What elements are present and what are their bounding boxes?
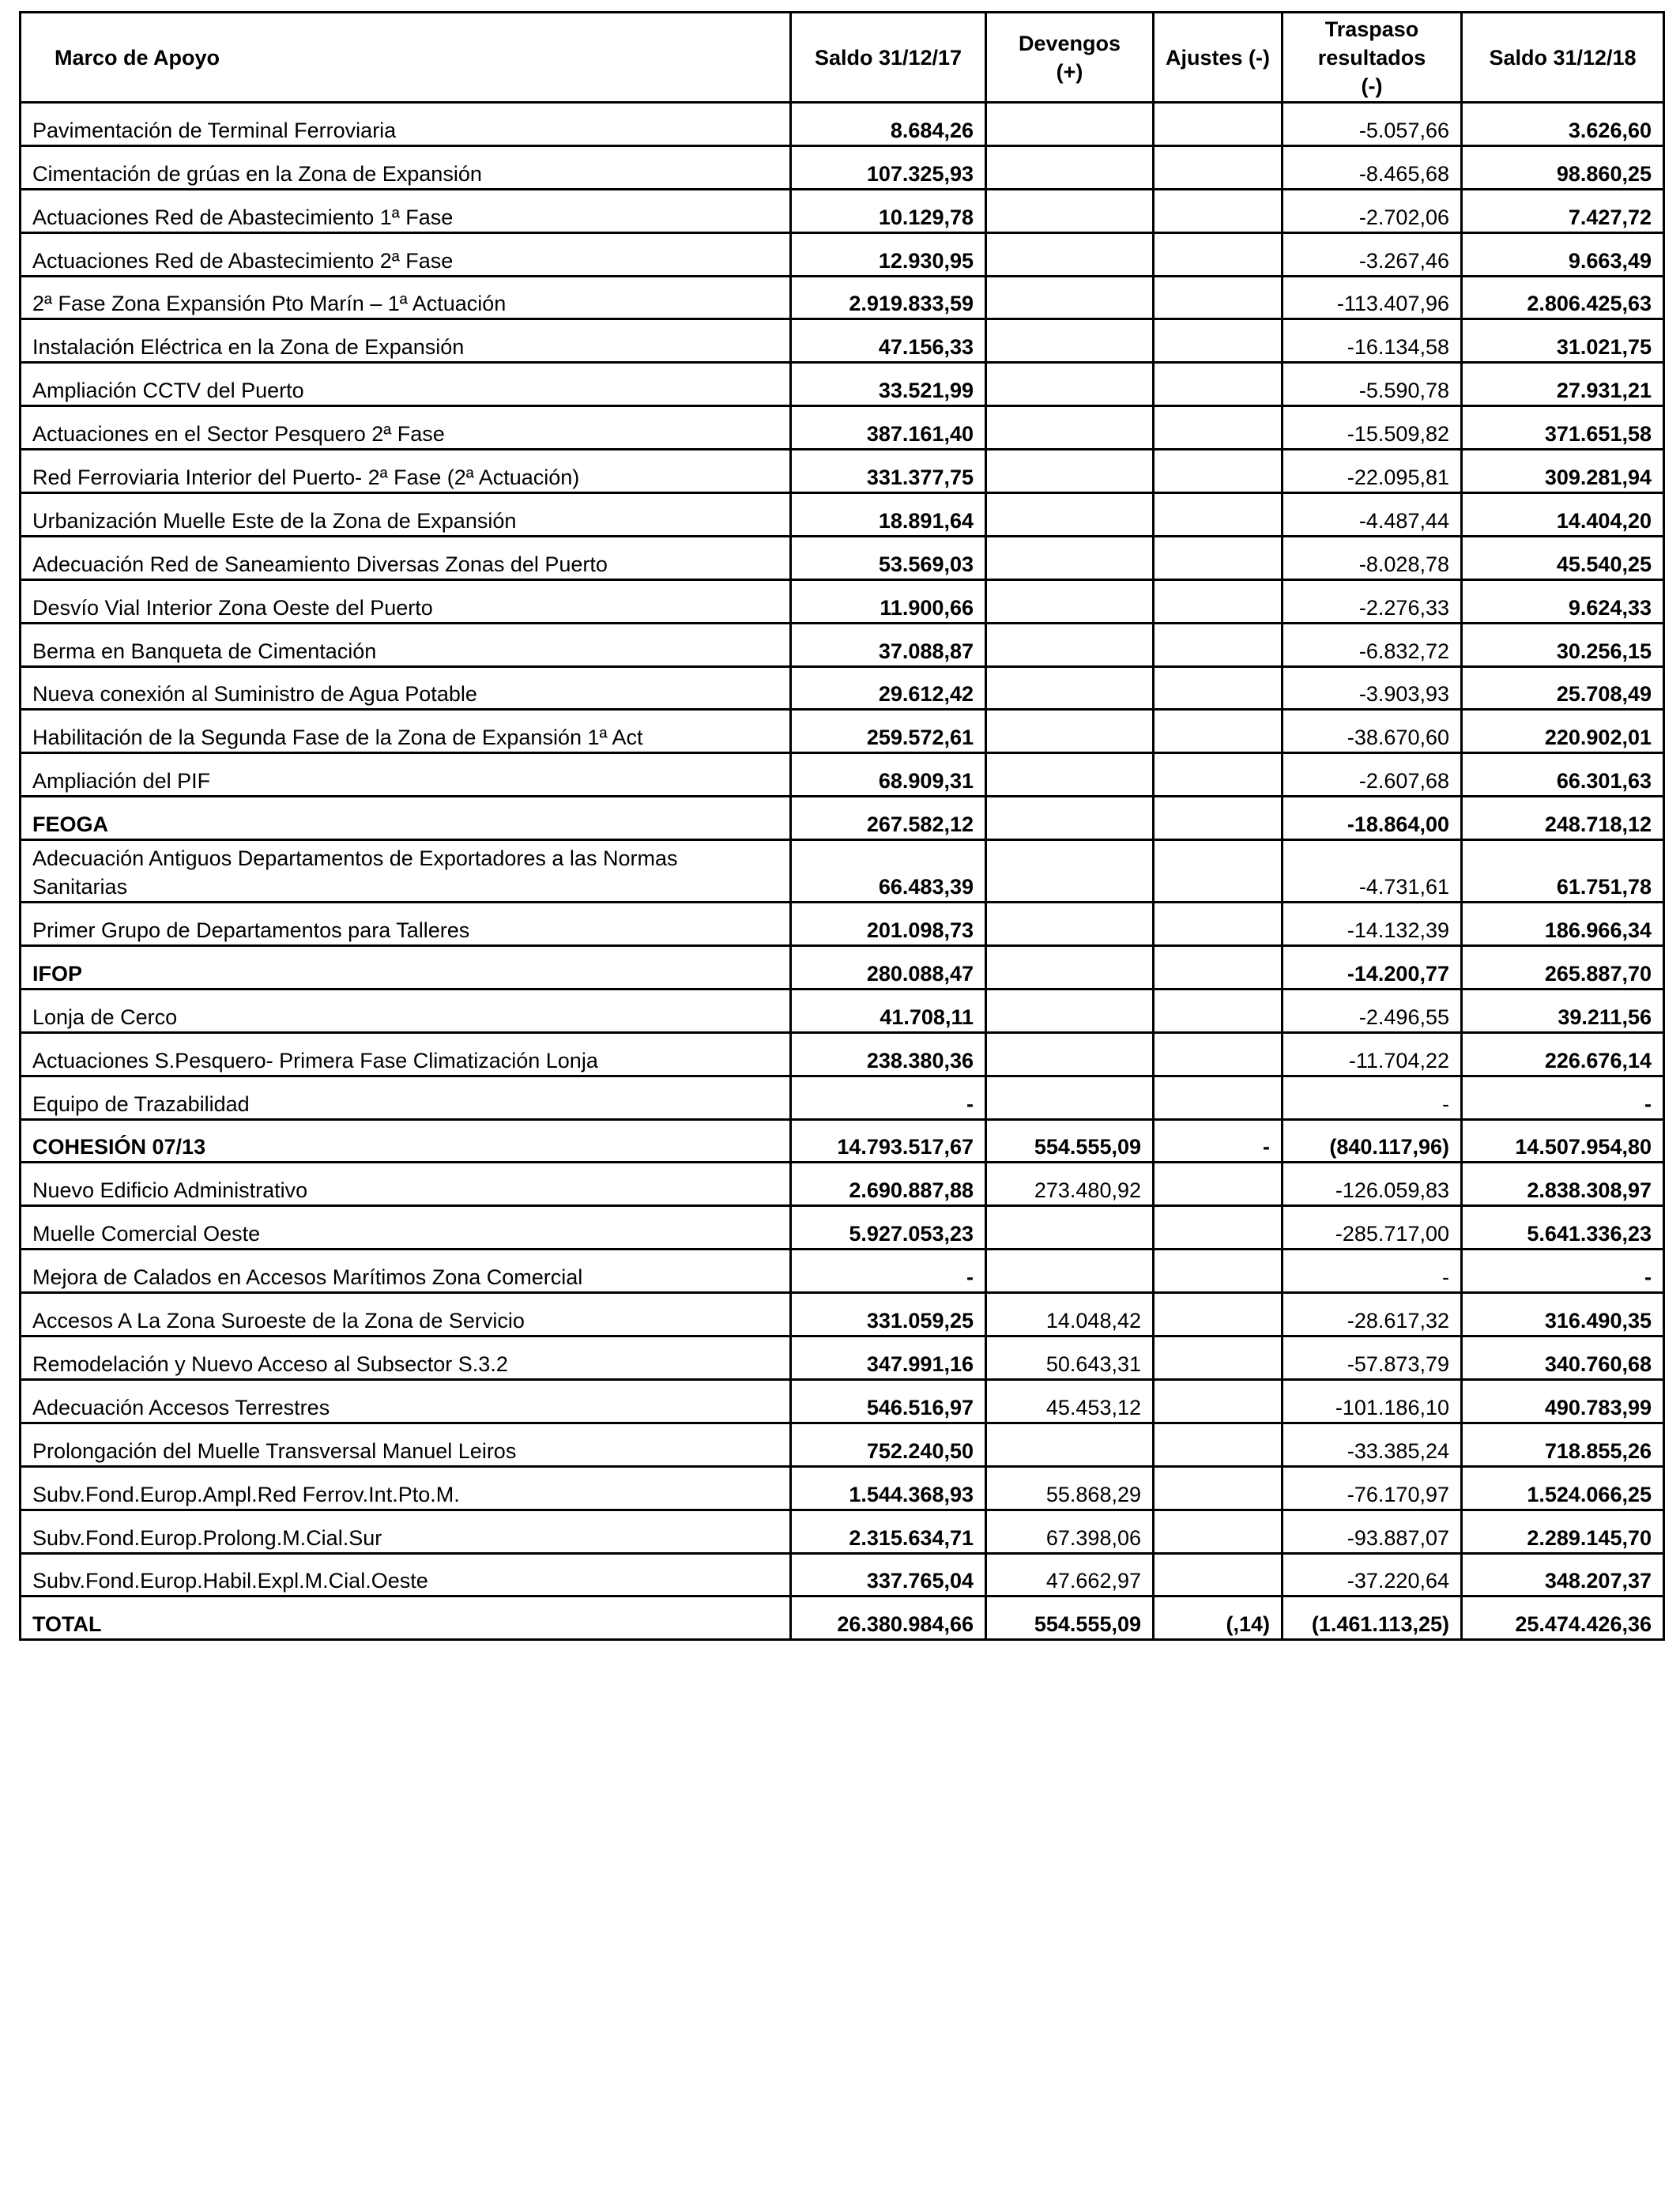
row-label: Urbanización Muelle Este de la Zona de Expansión (21, 493, 791, 537)
cell-saldo-31-12-18: 61.751,78 (1462, 840, 1664, 903)
cell-devengos (986, 103, 1154, 146)
cell-devengos (986, 579, 1154, 623)
row-label: Adecuación Red de Saneamiento Diversas Zonas del Puerto (21, 536, 791, 579)
cell-ajustes (1154, 1466, 1283, 1510)
cell-saldo-31-12-17: 2.919.833,59 (791, 276, 986, 319)
cell-saldo-31-12-17: 201.098,73 (791, 903, 986, 946)
cell-saldo-31-12-17: 267.582,12 (791, 797, 986, 840)
table-row (21, 363, 1664, 406)
cell-saldo-31-12-17: 12.930,95 (791, 232, 986, 276)
cell-ajustes (1154, 946, 1283, 990)
cell-saldo-31-12-17: 347.991,16 (791, 1336, 986, 1380)
cell-saldo-31-12-17: 752.240,50 (791, 1423, 986, 1466)
row-label: Nueva conexión al Suministro de Agua Potable (21, 666, 791, 710)
cell-devengos (986, 797, 1154, 840)
row-label: COHESIÓN 07/13 (21, 1119, 791, 1163)
cell-saldo-31-12-18: 5.641.336,23 (1462, 1206, 1664, 1250)
cell-saldo-31-12-17: 1.544.368,93 (791, 1466, 986, 1510)
row-label: Subv.Fond.Europ.Habil.Expl.M.Cial.Oeste (21, 1553, 791, 1596)
cell-devengos (986, 493, 1154, 537)
table-row (21, 710, 1664, 753)
cell-ajustes (1154, 1293, 1283, 1336)
cell-devengos (986, 232, 1154, 276)
row-label: Prolongación del Muelle Transversal Manuel Leiros (21, 1423, 791, 1466)
cell-ajustes (1154, 989, 1283, 1032)
cell-traspaso-resultados: -14.200,77 (1283, 946, 1462, 990)
cell-traspaso-resultados: -18.864,00 (1283, 797, 1462, 840)
table-row (21, 840, 1664, 903)
table-header-row (21, 13, 1664, 103)
row-label: Muelle Comercial Oeste (21, 1206, 791, 1250)
cell-saldo-31-12-18: 371.651,58 (1462, 406, 1664, 450)
cell-devengos: 50.643,31 (986, 1336, 1154, 1380)
cell-traspaso-resultados: -2.496,55 (1283, 989, 1462, 1032)
row-label: Actuaciones S.Pesquero- Primera Fase Climatización Lonja (21, 1032, 791, 1076)
header-saldo-31-12-18: Saldo 31/12/18 (1462, 13, 1664, 103)
table-row (21, 1553, 1664, 1596)
row-label: Mejora de Calados en Accesos Marítimos Zona Comercial (21, 1250, 791, 1293)
table-row (21, 1250, 1664, 1293)
cell-saldo-31-12-18: 14.507.954,80 (1462, 1119, 1664, 1163)
cell-devengos (986, 363, 1154, 406)
cell-ajustes (1154, 1423, 1283, 1466)
table-row (21, 493, 1664, 537)
cell-devengos (986, 276, 1154, 319)
cell-saldo-31-12-17: 26.380.984,66 (791, 1596, 986, 1640)
cell-saldo-31-12-17: 8.684,26 (791, 103, 986, 146)
cell-ajustes (1154, 797, 1283, 840)
cell-ajustes: - (1154, 1119, 1283, 1163)
section-row (21, 946, 1664, 990)
cell-saldo-31-12-17: 238.380,36 (791, 1032, 986, 1076)
cell-devengos: 47.662,97 (986, 1553, 1154, 1596)
cell-saldo-31-12-17: 2.315.634,71 (791, 1510, 986, 1553)
cell-saldo-31-12-18: 1.524.066,25 (1462, 1466, 1664, 1510)
cell-devengos (986, 1250, 1154, 1293)
table-row (21, 406, 1664, 450)
cell-devengos: 273.480,92 (986, 1163, 1154, 1206)
row-label: Ampliación del PIF (21, 753, 791, 797)
cell-traspaso-resultados: -285.717,00 (1283, 1206, 1462, 1250)
cell-ajustes (1154, 493, 1283, 537)
table-row (21, 232, 1664, 276)
cell-devengos (986, 1423, 1154, 1466)
marco-de-apoyo-table (19, 11, 1665, 1641)
cell-traspaso-resultados: -76.170,97 (1283, 1466, 1462, 1510)
cell-devengos: 55.868,29 (986, 1466, 1154, 1510)
cell-traspaso-resultados: -126.059,83 (1283, 1163, 1462, 1206)
row-label: Desvío Vial Interior Zona Oeste del Puerto (21, 579, 791, 623)
cell-saldo-31-12-17: 18.891,64 (791, 493, 986, 537)
cell-devengos (986, 145, 1154, 189)
cell-saldo-31-12-18: 27.931,21 (1462, 363, 1664, 406)
cell-traspaso-resultados: -113.407,96 (1283, 276, 1462, 319)
cell-ajustes (1154, 579, 1283, 623)
cell-traspaso-resultados: -5.590,78 (1283, 363, 1462, 406)
cell-saldo-31-12-18: 220.902,01 (1462, 710, 1664, 753)
cell-devengos: 67.398,06 (986, 1510, 1154, 1553)
cell-devengos (986, 753, 1154, 797)
row-label: Accesos A La Zona Suroeste de la Zona de Servicio (21, 1293, 791, 1336)
cell-saldo-31-12-17: 2.690.887,88 (791, 1163, 986, 1206)
cell-saldo-31-12-17: 546.516,97 (791, 1379, 986, 1423)
cell-ajustes (1154, 103, 1283, 146)
cell-ajustes (1154, 840, 1283, 903)
cell-traspaso-resultados: -8.028,78 (1283, 536, 1462, 579)
cell-saldo-31-12-17: 5.927.053,23 (791, 1206, 986, 1250)
header-ajustes: Ajustes (-) (1154, 13, 1283, 103)
cell-saldo-31-12-17: 53.569,03 (791, 536, 986, 579)
cell-saldo-31-12-17: 10.129,78 (791, 189, 986, 232)
row-label: Nuevo Edificio Administrativo (21, 1163, 791, 1206)
cell-ajustes (1154, 903, 1283, 946)
cell-ajustes: (,14) (1154, 1596, 1283, 1640)
cell-traspaso-resultados: -93.887,07 (1283, 1510, 1462, 1553)
row-label: Lonja de Cerco (21, 989, 791, 1032)
cell-saldo-31-12-18: 718.855,26 (1462, 1423, 1664, 1466)
cell-devengos (986, 989, 1154, 1032)
cell-traspaso-resultados: -37.220,64 (1283, 1553, 1462, 1596)
cell-devengos (986, 450, 1154, 493)
cell-saldo-31-12-17: 29.612,42 (791, 666, 986, 710)
cell-traspaso-resultados: -2.276,33 (1283, 579, 1462, 623)
cell-saldo-31-12-17: 337.765,04 (791, 1553, 986, 1596)
cell-ajustes (1154, 319, 1283, 363)
cell-saldo-31-12-17: 14.793.517,67 (791, 1119, 986, 1163)
cell-saldo-31-12-18: 490.783,99 (1462, 1379, 1664, 1423)
cell-saldo-31-12-18: 45.540,25 (1462, 536, 1664, 579)
cell-devengos (986, 710, 1154, 753)
cell-devengos: 554.555,09 (986, 1596, 1154, 1640)
cell-ajustes (1154, 145, 1283, 189)
cell-traspaso-resultados: - (1283, 1076, 1462, 1119)
cell-traspaso-resultados: -3.903,93 (1283, 666, 1462, 710)
header-traspaso-resultados: Traspaso resultados (-) (1283, 13, 1462, 103)
cell-saldo-31-12-18: 2.838.308,97 (1462, 1163, 1664, 1206)
cell-traspaso-resultados: -4.731,61 (1283, 840, 1462, 903)
cell-saldo-31-12-17: 66.483,39 (791, 840, 986, 903)
cell-traspaso-resultados: -2.607,68 (1283, 753, 1462, 797)
cell-saldo-31-12-18: 7.427,72 (1462, 189, 1664, 232)
cell-saldo-31-12-18: 39.211,56 (1462, 989, 1664, 1032)
row-label: TOTAL (21, 1596, 791, 1640)
row-label: Berma en Banqueta de Cimentación (21, 623, 791, 666)
cell-ajustes (1154, 1032, 1283, 1076)
cell-saldo-31-12-18: 3.626,60 (1462, 103, 1664, 146)
cell-saldo-31-12-18: 348.207,37 (1462, 1553, 1664, 1596)
cell-ajustes (1154, 450, 1283, 493)
cell-traspaso-resultados: -6.832,72 (1283, 623, 1462, 666)
cell-traspaso-resultados: -101.186,10 (1283, 1379, 1462, 1423)
row-label: Adecuación Antiguos Departamentos de Exportadores a las Normas Sanitarias (21, 840, 791, 903)
cell-devengos (986, 406, 1154, 450)
cell-ajustes (1154, 363, 1283, 406)
cell-ajustes (1154, 1206, 1283, 1250)
cell-devengos (986, 623, 1154, 666)
cell-saldo-31-12-18: 25.708,49 (1462, 666, 1664, 710)
cell-saldo-31-12-18: 25.474.426,36 (1462, 1596, 1664, 1640)
row-label: Primer Grupo de Departamentos para Talleres (21, 903, 791, 946)
cell-ajustes (1154, 1250, 1283, 1293)
cell-saldo-31-12-17: - (791, 1250, 986, 1293)
cell-ajustes (1154, 1336, 1283, 1380)
row-label: Actuaciones Red de Abastecimiento 2ª Fase (21, 232, 791, 276)
cell-ajustes (1154, 1379, 1283, 1423)
table-row (21, 319, 1664, 363)
cell-traspaso-resultados: -38.670,60 (1283, 710, 1462, 753)
table-row (21, 1293, 1664, 1336)
table-row (21, 1336, 1664, 1380)
cell-saldo-31-12-18: 340.760,68 (1462, 1336, 1664, 1380)
row-label: Equipo de Trazabilidad (21, 1076, 791, 1119)
cell-ajustes (1154, 666, 1283, 710)
cell-traspaso-resultados: -15.509,82 (1283, 406, 1462, 450)
row-label: FEOGA (21, 797, 791, 840)
row-label: Instalación Eléctrica en la Zona de Expansión (21, 319, 791, 363)
cell-devengos: 45.453,12 (986, 1379, 1154, 1423)
cell-saldo-31-12-18: 2.289.145,70 (1462, 1510, 1664, 1553)
row-label: Red Ferroviaria Interior del Puerto- 2ª Fase (2ª Actuación) (21, 450, 791, 493)
table-row (21, 579, 1664, 623)
cell-ajustes (1154, 536, 1283, 579)
cell-traspaso-resultados: -22.095,81 (1283, 450, 1462, 493)
cell-devengos (986, 189, 1154, 232)
table-row (21, 1163, 1664, 1206)
cell-saldo-31-12-18: - (1462, 1250, 1664, 1293)
table-row (21, 1423, 1664, 1466)
cell-saldo-31-12-18: 2.806.425,63 (1462, 276, 1664, 319)
cell-devengos (986, 840, 1154, 903)
header-saldo-31-12-17: Saldo 31/12/17 (791, 13, 986, 103)
table-row (21, 623, 1664, 666)
cell-ajustes (1154, 276, 1283, 319)
table-row (21, 536, 1664, 579)
cell-saldo-31-12-18: 14.404,20 (1462, 493, 1664, 537)
table-row (21, 103, 1664, 146)
cell-ajustes (1154, 189, 1283, 232)
table-row (21, 1076, 1664, 1119)
cell-saldo-31-12-18: 248.718,12 (1462, 797, 1664, 840)
section-row (21, 797, 1664, 840)
row-label: 2ª Fase Zona Expansión Pto Marín – 1ª Actuación (21, 276, 791, 319)
cell-saldo-31-12-17: 11.900,66 (791, 579, 986, 623)
cell-saldo-31-12-17: 47.156,33 (791, 319, 986, 363)
cell-saldo-31-12-18: 226.676,14 (1462, 1032, 1664, 1076)
cell-traspaso-resultados: -2.702,06 (1283, 189, 1462, 232)
cell-devengos: 14.048,42 (986, 1293, 1154, 1336)
table-row (21, 989, 1664, 1032)
cell-ajustes (1154, 753, 1283, 797)
cell-saldo-31-12-17: 387.161,40 (791, 406, 986, 450)
table-row (21, 753, 1664, 797)
cell-saldo-31-12-17: 107.325,93 (791, 145, 986, 189)
cell-traspaso-resultados: -3.267,46 (1283, 232, 1462, 276)
table-row (21, 276, 1664, 319)
header-devengos: Devengos (+) (986, 13, 1154, 103)
row-label: Actuaciones en el Sector Pesquero 2ª Fase (21, 406, 791, 450)
table-row (21, 1032, 1664, 1076)
row-label: Pavimentación de Terminal Ferroviaria (21, 103, 791, 146)
cell-saldo-31-12-18: 66.301,63 (1462, 753, 1664, 797)
header-marco-de-apoyo: Marco de Apoyo (21, 13, 791, 103)
cell-saldo-31-12-17: 259.572,61 (791, 710, 986, 753)
cell-saldo-31-12-18: 186.966,34 (1462, 903, 1664, 946)
row-label: Ampliación CCTV del Puerto (21, 363, 791, 406)
cell-ajustes (1154, 1076, 1283, 1119)
cell-saldo-31-12-18: 31.021,75 (1462, 319, 1664, 363)
table-row (21, 450, 1664, 493)
cell-traspaso-resultados: -4.487,44 (1283, 493, 1462, 537)
cell-traspaso-resultados: -33.385,24 (1283, 1423, 1462, 1466)
row-label: Actuaciones Red de Abastecimiento 1ª Fase (21, 189, 791, 232)
cell-devengos (986, 536, 1154, 579)
cell-devengos (986, 319, 1154, 363)
cell-devengos (986, 1206, 1154, 1250)
cell-saldo-31-12-17: 68.909,31 (791, 753, 986, 797)
cell-ajustes (1154, 1553, 1283, 1596)
cell-saldo-31-12-17: - (791, 1076, 986, 1119)
row-label: IFOP (21, 946, 791, 990)
total-row (21, 1596, 1664, 1640)
row-label: Adecuación Accesos Terrestres (21, 1379, 791, 1423)
cell-traspaso-resultados: -11.704,22 (1283, 1032, 1462, 1076)
cell-saldo-31-12-18: 9.663,49 (1462, 232, 1664, 276)
cell-traspaso-resultados: -57.873,79 (1283, 1336, 1462, 1380)
cell-devengos (986, 666, 1154, 710)
table-row (21, 1510, 1664, 1553)
row-label: Subv.Fond.Europ.Ampl.Red Ferrov.Int.Pto.M. (21, 1466, 791, 1510)
cell-traspaso-resultados: -28.617,32 (1283, 1293, 1462, 1336)
cell-traspaso-resultados: -5.057,66 (1283, 103, 1462, 146)
cell-traspaso-resultados: -16.134,58 (1283, 319, 1462, 363)
cell-devengos (986, 946, 1154, 990)
row-label: Remodelación y Nuevo Acceso al Subsector S.3.2 (21, 1336, 791, 1380)
cell-saldo-31-12-17: 37.088,87 (791, 623, 986, 666)
table-body (21, 103, 1664, 1640)
cell-devengos (986, 1076, 1154, 1119)
cell-saldo-31-12-18: 98.860,25 (1462, 145, 1664, 189)
cell-saldo-31-12-17: 331.059,25 (791, 1293, 986, 1336)
section-row (21, 1119, 1664, 1163)
cell-saldo-31-12-17: 33.521,99 (791, 363, 986, 406)
row-label: Subv.Fond.Europ.Prolong.M.Cial.Sur (21, 1510, 791, 1553)
cell-saldo-31-12-18: 265.887,70 (1462, 946, 1664, 990)
table-row (21, 1206, 1664, 1250)
cell-devengos: 554.555,09 (986, 1119, 1154, 1163)
cell-traspaso-resultados: -8.465,68 (1283, 145, 1462, 189)
cell-devengos (986, 903, 1154, 946)
cell-ajustes (1154, 232, 1283, 276)
cell-saldo-31-12-18: - (1462, 1076, 1664, 1119)
cell-traspaso-resultados: -14.132,39 (1283, 903, 1462, 946)
cell-devengos (986, 1032, 1154, 1076)
cell-ajustes (1154, 406, 1283, 450)
table-row (21, 903, 1664, 946)
cell-saldo-31-12-17: 280.088,47 (791, 946, 986, 990)
cell-ajustes (1154, 710, 1283, 753)
cell-traspaso-resultados: (840.117,96) (1283, 1119, 1462, 1163)
cell-traspaso-resultados: - (1283, 1250, 1462, 1293)
cell-saldo-31-12-18: 309.281,94 (1462, 450, 1664, 493)
cell-ajustes (1154, 623, 1283, 666)
cell-saldo-31-12-18: 316.490,35 (1462, 1293, 1664, 1336)
cell-saldo-31-12-17: 41.708,11 (791, 989, 986, 1032)
table-row (21, 145, 1664, 189)
table-row (21, 1466, 1664, 1510)
table-row (21, 1379, 1664, 1423)
row-label: Habilitación de la Segunda Fase de la Zona de Expansión 1ª Act (21, 710, 791, 753)
cell-ajustes (1154, 1163, 1283, 1206)
cell-saldo-31-12-17: 331.377,75 (791, 450, 986, 493)
cell-ajustes (1154, 1510, 1283, 1553)
row-label: Cimentación de grúas en la Zona de Expansión (21, 145, 791, 189)
cell-traspaso-resultados: (1.461.113,25) (1283, 1596, 1462, 1640)
cell-saldo-31-12-18: 30.256,15 (1462, 623, 1664, 666)
cell-saldo-31-12-18: 9.624,33 (1462, 579, 1664, 623)
table-row (21, 189, 1664, 232)
table-row (21, 666, 1664, 710)
